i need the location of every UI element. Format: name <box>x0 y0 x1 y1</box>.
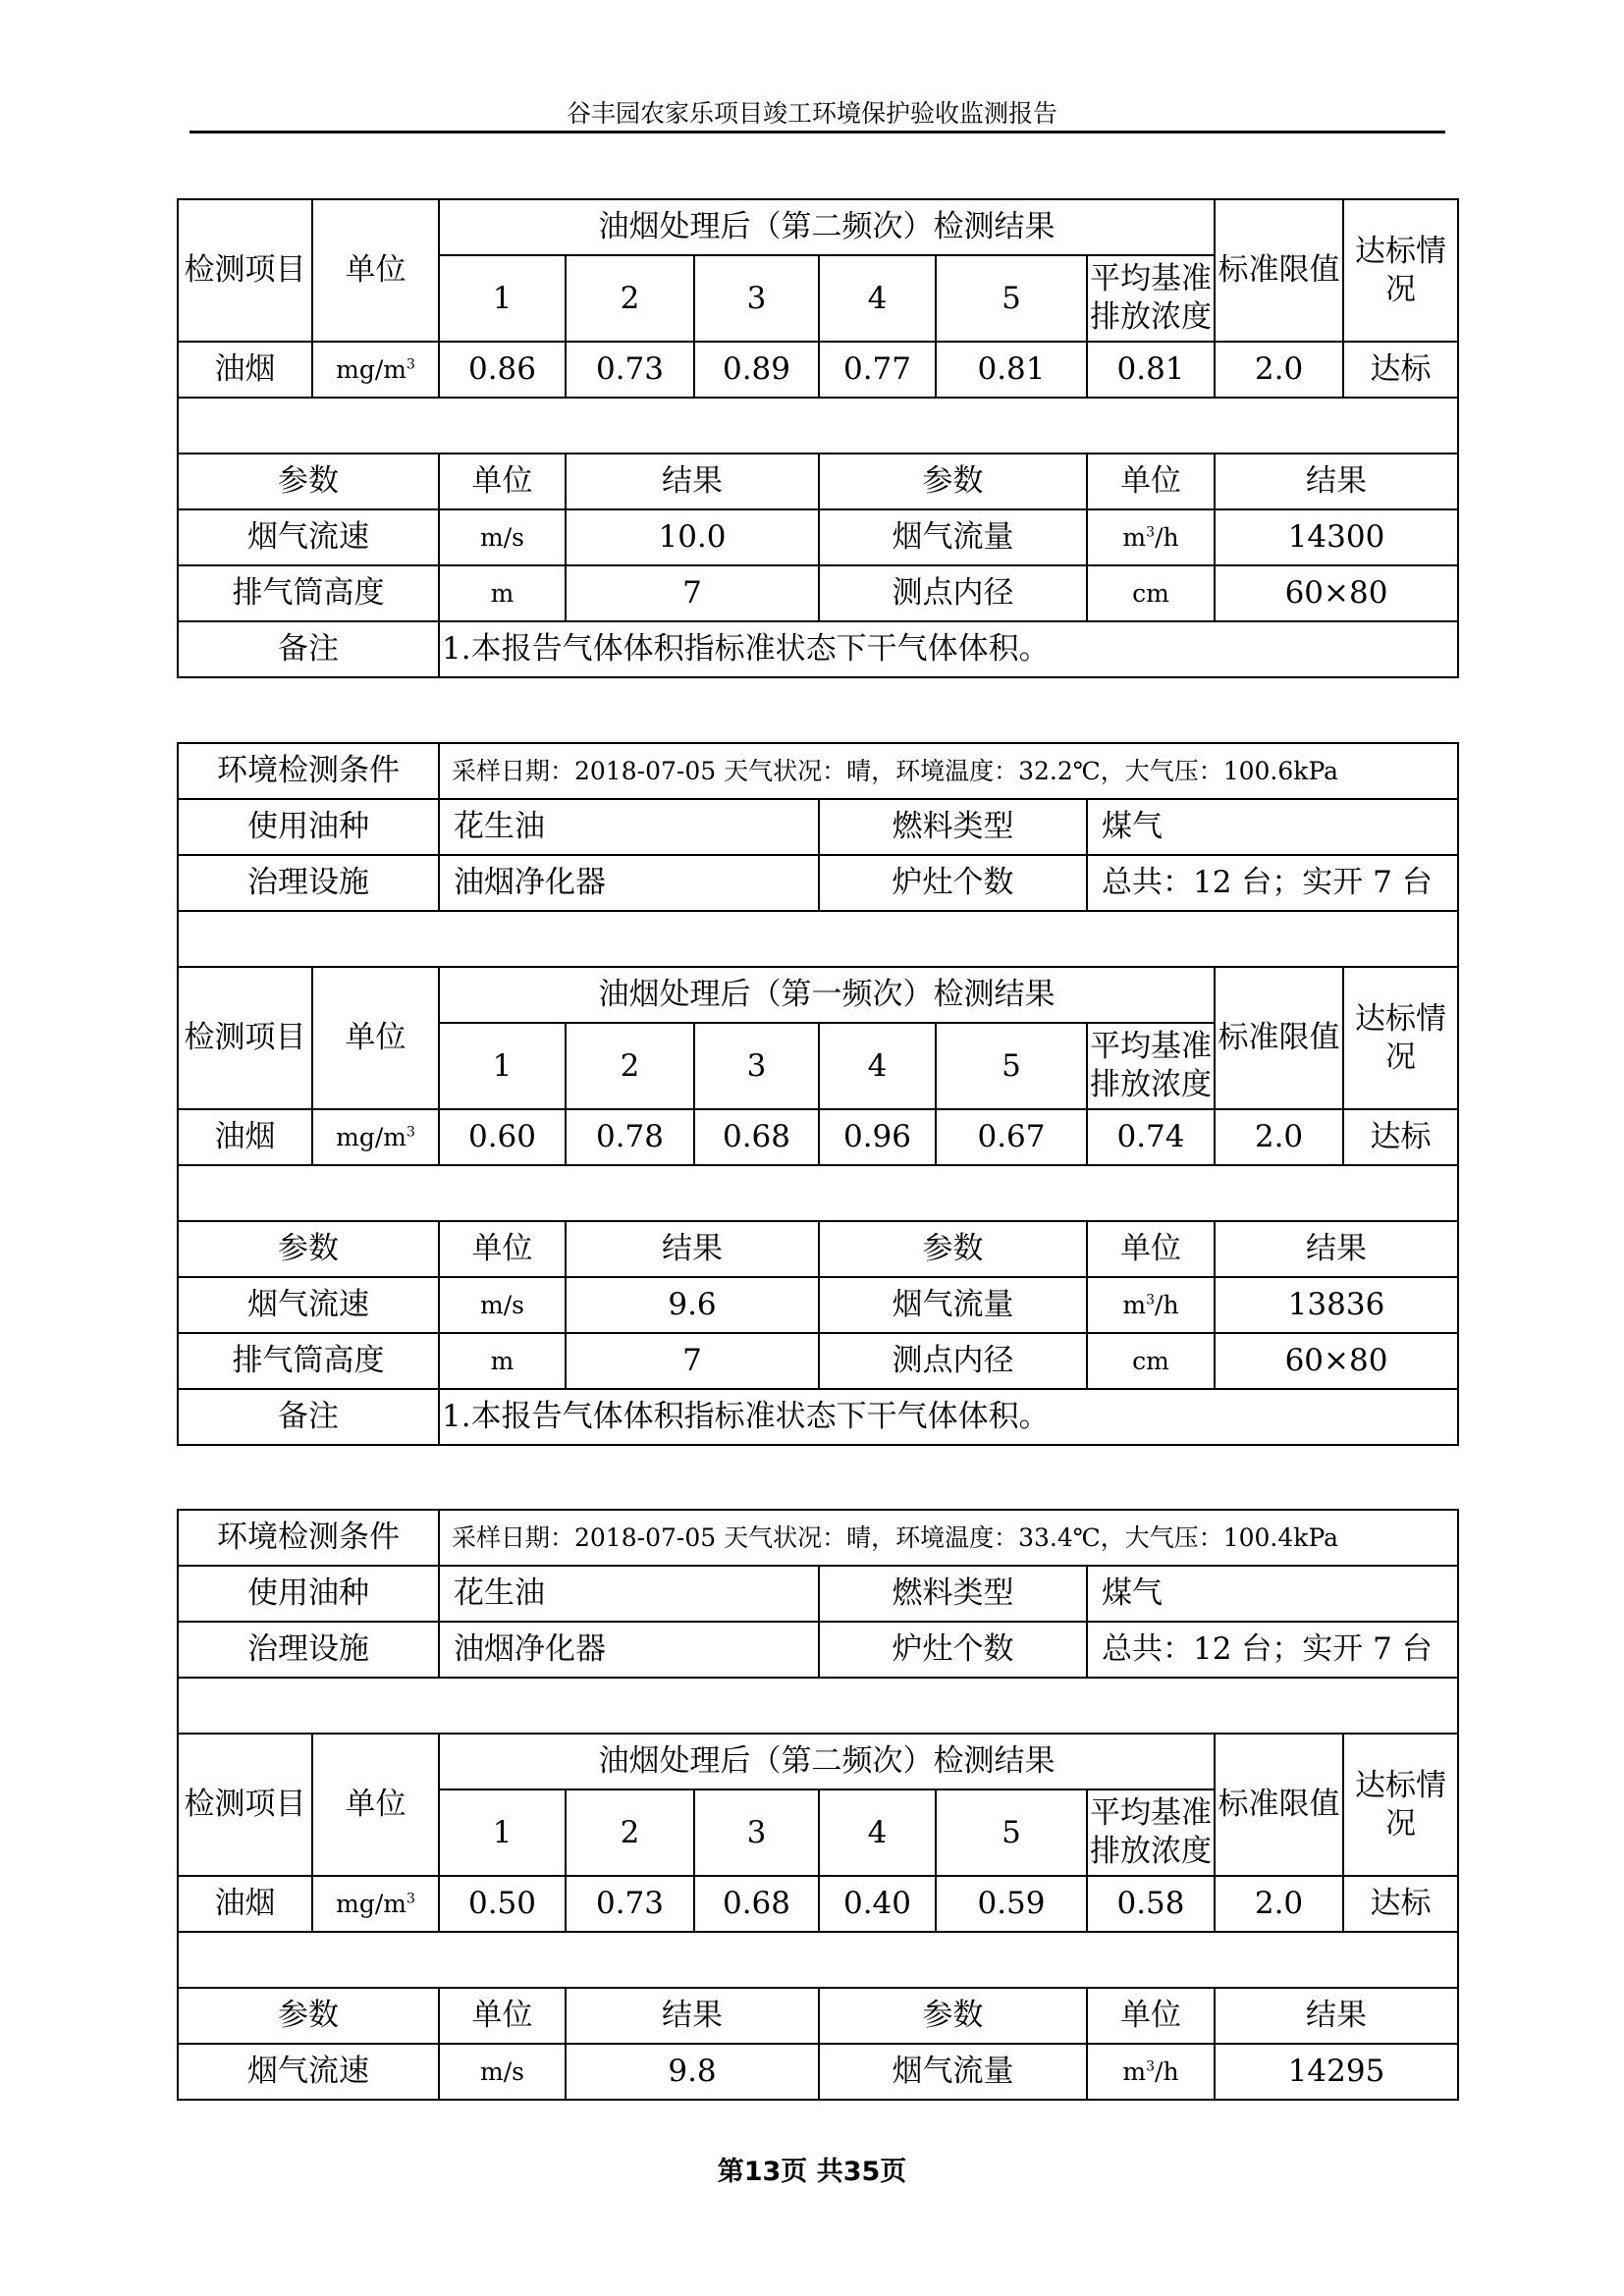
average-value: 0.58 <box>1087 1876 1215 1932</box>
inner-diameter-label: 测点内径 <box>819 565 1087 621</box>
stove-count-value: 总共：12 台；实开 7 台 <box>1087 1622 1458 1678</box>
param-header-2: 参数 <box>819 1221 1087 1277</box>
param-header: 参数 <box>178 1221 439 1277</box>
average-value: 0.74 <box>1087 1109 1215 1165</box>
param-result-header-2: 结果 <box>1215 1988 1458 2044</box>
flow-volume-value: 14300 <box>1215 509 1458 565</box>
reading-no-5: 5 <box>936 1023 1087 1109</box>
reading-2: 0.78 <box>566 1109 694 1165</box>
flow-speed-value: 9.6 <box>566 1277 819 1333</box>
param-header-2: 参数 <box>819 454 1087 509</box>
flow-speed-label: 烟气流速 <box>178 1277 439 1333</box>
param-unit-header-2: 单位 <box>1087 1221 1215 1277</box>
reading-1: 0.86 <box>439 342 566 398</box>
treatment-label: 治理设施 <box>178 1622 439 1678</box>
unit-header: 单位 <box>312 967 439 1109</box>
unit-header: 单位 <box>312 1734 439 1876</box>
reading-5: 0.59 <box>936 1876 1087 1932</box>
stack-height-value: 7 <box>566 1333 819 1389</box>
test-item-header: 检测项目 <box>178 1734 312 1876</box>
pollutant-unit: $mg/m^3$ <box>312 1109 439 1165</box>
compliance-status: 达标 <box>1343 1109 1458 1165</box>
compliance-header: 达标情况 <box>1343 199 1458 342</box>
average-header: 平均基准排放浓度 <box>1087 255 1215 342</box>
pollutant-name: 油烟 <box>178 342 312 398</box>
reading-4: 0.40 <box>819 1876 936 1932</box>
spacer-row <box>178 398 1458 454</box>
reading-no-1: 1 <box>439 255 566 342</box>
result-table-2 <box>177 742 1459 1446</box>
page-footer: 第13页 共35页 <box>717 2157 907 2187</box>
pollutant-name: 油烟 <box>178 1109 312 1165</box>
average-header: 平均基准排放浓度 <box>1087 1789 1215 1876</box>
inner-diameter-unit: cm <box>1087 1333 1215 1389</box>
reading-no-5: 5 <box>936 255 1087 342</box>
average-header: 平均基准排放浓度 <box>1087 1023 1215 1109</box>
unit-header: 单位 <box>312 199 439 342</box>
flow-volume-label: 烟气流量 <box>819 2044 1087 2100</box>
flow-speed-unit: m/s <box>439 509 566 565</box>
result-table-1 <box>177 198 1459 678</box>
reading-2: 0.73 <box>566 342 694 398</box>
param-unit-header-2: 单位 <box>1087 454 1215 509</box>
report-header-title: 谷丰园农家乐项目竣工环境保护验收监测报告 <box>566 99 1057 128</box>
limit-value: 2.0 <box>1215 1876 1343 1932</box>
env-cond-label: 环境检测条件 <box>178 743 439 799</box>
env-cond-label: 环境检测条件 <box>178 1510 439 1566</box>
oil-type-label: 使用油种 <box>178 1566 439 1622</box>
result-title: 油烟处理后（第二频次）检测结果 <box>439 199 1215 255</box>
stack-height-unit: m <box>439 1333 566 1389</box>
spacer-row <box>178 1165 1458 1221</box>
inner-diameter-unit: cm <box>1087 565 1215 621</box>
reading-no-3: 3 <box>694 1023 819 1109</box>
stack-height-label: 排气筒高度 <box>178 565 439 621</box>
reading-3: 0.68 <box>694 1109 819 1165</box>
reading-2: 0.73 <box>566 1876 694 1932</box>
fuel-type-label: 燃料类型 <box>819 1566 1087 1622</box>
oil-type-value: 花生油 <box>439 799 819 855</box>
param-unit-header: 单位 <box>439 454 566 509</box>
stove-count-label: 炉灶个数 <box>819 855 1087 911</box>
compliance-status: 达标 <box>1343 342 1458 398</box>
fuel-type-value: 煤气 <box>1087 799 1458 855</box>
reading-no-1: 1 <box>439 1789 566 1876</box>
treatment-value: 油烟净化器 <box>439 855 819 911</box>
pollutant-unit: $mg/m^3$ <box>312 342 439 398</box>
result-title: 油烟处理后（第二频次）检测结果 <box>439 1734 1215 1789</box>
param-header-2: 参数 <box>819 1988 1087 2044</box>
flow-speed-value: 9.8 <box>566 2044 819 2100</box>
reading-no-4: 4 <box>819 255 936 342</box>
flow-volume-value: 13836 <box>1215 1277 1458 1333</box>
test-item-header: 检测项目 <box>178 967 312 1109</box>
limit-header: 标准限值 <box>1215 1734 1343 1876</box>
spacer-row <box>178 1932 1458 1988</box>
flow-speed-unit: m/s <box>439 2044 566 2100</box>
param-result-header: 结果 <box>566 1221 819 1277</box>
reading-3: 0.68 <box>694 1876 819 1932</box>
limit-header: 标准限值 <box>1215 967 1343 1109</box>
treatment-value: 油烟净化器 <box>439 1622 819 1678</box>
stove-count-value: 总共：12 台；实开 7 台 <box>1087 855 1458 911</box>
flow-speed-label: 烟气流速 <box>178 2044 439 2100</box>
param-unit-header: 单位 <box>439 1221 566 1277</box>
limit-value: 2.0 <box>1215 1109 1343 1165</box>
remark-label: 备注 <box>178 621 439 677</box>
reading-no-2: 2 <box>566 1023 694 1109</box>
remark-text: 1.本报告气体体积指标准状态下干气体体积。 <box>439 1389 1458 1445</box>
inner-diameter-label: 测点内径 <box>819 1333 1087 1389</box>
param-header: 参数 <box>178 454 439 509</box>
reading-5: 0.67 <box>936 1109 1087 1165</box>
flow-volume-label: 烟气流量 <box>819 509 1087 565</box>
treatment-label: 治理设施 <box>178 855 439 911</box>
reading-3: 0.89 <box>694 342 819 398</box>
result-table-3 <box>177 1509 1459 2101</box>
reading-no-3: 3 <box>694 1789 819 1876</box>
env-cond-value: 采样日期：2018-07-05 天气状况：晴，环境温度：32.2℃，大气压：100.6kPa <box>439 743 1458 799</box>
limit-header: 标准限值 <box>1215 199 1343 342</box>
flow-volume-unit: $m^3/h$ <box>1087 509 1215 565</box>
result-title: 油烟处理后（第一频次）检测结果 <box>439 967 1215 1023</box>
flow-volume-unit: $m^3/h$ <box>1087 2044 1215 2100</box>
pollutant-name: 油烟 <box>178 1876 312 1932</box>
flow-volume-label: 烟气流量 <box>819 1277 1087 1333</box>
reading-no-4: 4 <box>819 1023 936 1109</box>
test-item-header: 检测项目 <box>178 199 312 342</box>
flow-volume-value: 14295 <box>1215 2044 1458 2100</box>
header-rule <box>189 131 1445 133</box>
param-result-header-2: 结果 <box>1215 454 1458 509</box>
reading-no-2: 2 <box>566 255 694 342</box>
flow-volume-unit: $m^3/h$ <box>1087 1277 1215 1333</box>
flow-speed-unit: m/s <box>439 1277 566 1333</box>
oil-type-value: 花生油 <box>439 1566 819 1622</box>
env-cond-value: 采样日期：2018-07-05 天气状况：晴，环境温度：33.4℃，大气压：100.4kPa <box>439 1510 1458 1566</box>
reading-5: 0.81 <box>936 342 1087 398</box>
reading-4: 0.77 <box>819 342 936 398</box>
reading-no-1: 1 <box>439 1023 566 1109</box>
stove-count-label: 炉灶个数 <box>819 1622 1087 1678</box>
reading-1: 0.50 <box>439 1876 566 1932</box>
param-unit-header-2: 单位 <box>1087 1988 1215 2044</box>
reading-no-2: 2 <box>566 1789 694 1876</box>
reading-1: 0.60 <box>439 1109 566 1165</box>
fuel-type-value: 煤气 <box>1087 1566 1458 1622</box>
inner-diameter-value: 60×80 <box>1215 1333 1458 1389</box>
fuel-type-label: 燃料类型 <box>819 799 1087 855</box>
reading-no-4: 4 <box>819 1789 936 1876</box>
param-result-header-2: 结果 <box>1215 1221 1458 1277</box>
spacer-row <box>178 1678 1458 1734</box>
remark-label: 备注 <box>178 1389 439 1445</box>
stack-height-label: 排气筒高度 <box>178 1333 439 1389</box>
stack-height-unit: m <box>439 565 566 621</box>
stack-height-value: 7 <box>566 565 819 621</box>
compliance-header: 达标情况 <box>1343 967 1458 1109</box>
param-result-header: 结果 <box>566 454 819 509</box>
flow-speed-label: 烟气流速 <box>178 509 439 565</box>
compliance-status: 达标 <box>1343 1876 1458 1932</box>
reading-no-5: 5 <box>936 1789 1087 1876</box>
spacer-row <box>178 911 1458 967</box>
limit-value: 2.0 <box>1215 342 1343 398</box>
param-header: 参数 <box>178 1988 439 2044</box>
inner-diameter-value: 60×80 <box>1215 565 1458 621</box>
param-unit-header: 单位 <box>439 1988 566 2044</box>
remark-text: 1.本报告气体体积指标准状态下干气体体积。 <box>439 621 1458 677</box>
average-value: 0.81 <box>1087 342 1215 398</box>
reading-4: 0.96 <box>819 1109 936 1165</box>
param-result-header: 结果 <box>566 1988 819 2044</box>
compliance-header: 达标情况 <box>1343 1734 1458 1876</box>
reading-no-3: 3 <box>694 255 819 342</box>
oil-type-label: 使用油种 <box>178 799 439 855</box>
pollutant-unit: $mg/m^3$ <box>312 1876 439 1932</box>
flow-speed-value: 10.0 <box>566 509 819 565</box>
